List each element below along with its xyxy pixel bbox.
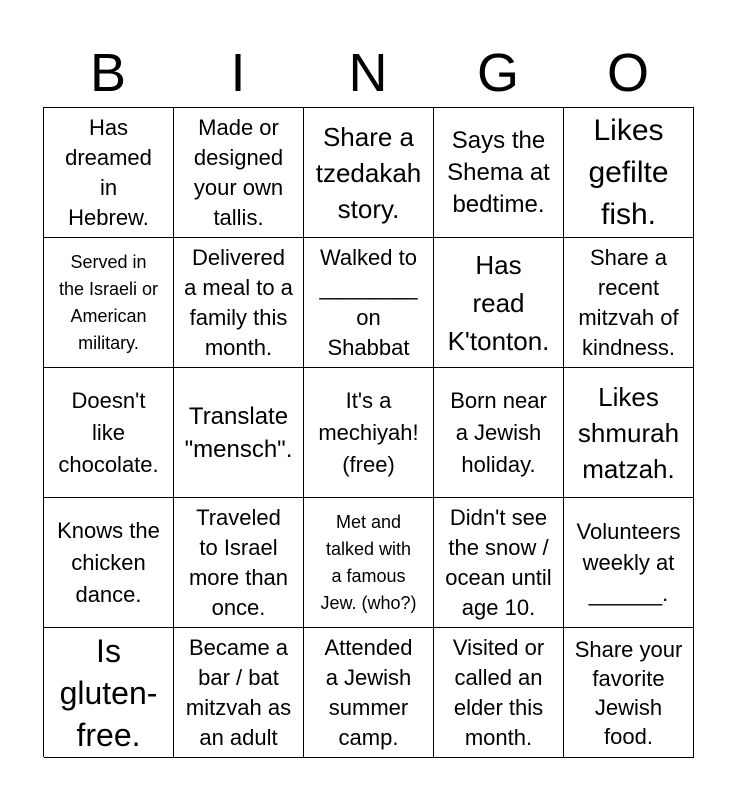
bingo-header xyxy=(43,40,693,106)
bingo-cell-r2c3[interactable] xyxy=(304,238,434,368)
bingo-cell-r5c5[interactable] xyxy=(564,628,694,758)
header-letter-i: I xyxy=(230,43,246,103)
bingo-grid xyxy=(43,107,694,757)
bingo-cell-r3c3[interactable] xyxy=(304,368,434,498)
header-letter-b: B xyxy=(89,43,127,103)
bingo-cell-text: Share a tzedakah story. xyxy=(315,121,422,224)
bingo-cell-text: Likes shmurah matzah. xyxy=(577,381,680,484)
bingo-cell-text: Attended a Jewish summer camp. xyxy=(324,634,413,750)
bingo-cell-text: Made or designed your own tallis. xyxy=(193,114,284,230)
bingo-cell-text: Met and talked with a famous Jew. (who?) xyxy=(320,511,417,613)
bingo-cell-text: Born near a Jewish holiday. xyxy=(450,387,547,477)
bingo-cell-r3c1[interactable] xyxy=(44,368,174,498)
header-letter-o: O xyxy=(606,43,649,103)
bingo-cell-r4c3[interactable] xyxy=(304,498,434,628)
bingo-cell-r4c2[interactable] xyxy=(174,498,304,628)
bingo-cell-text: Knows the chicken dance. xyxy=(57,517,160,607)
bingo-cell-text: Is gluten- free. xyxy=(59,632,158,753)
bingo-cell-r5c2[interactable] xyxy=(174,628,304,758)
bingo-cell-r2c2[interactable] xyxy=(174,238,304,368)
bingo-cell-text: Walked to ________ on Shabbat xyxy=(319,244,418,360)
bingo-cell-r5c1[interactable] xyxy=(44,628,174,758)
bingo-cell-text: Translate "mensch". xyxy=(184,402,293,463)
bingo-cell-text: Share a recent mitzvah of kindness. xyxy=(578,244,679,360)
bingo-cell-r3c5[interactable] xyxy=(564,368,694,498)
bingo-cell-text: Visited or called an elder this month. xyxy=(452,634,545,750)
bingo-cell-text: Served in the Israeli or American military. xyxy=(58,251,159,353)
header-letter-n: N xyxy=(348,43,388,103)
bingo-cell-text: Says the Shema at bedtime. xyxy=(447,126,550,218)
bingo-cell-r5c4[interactable] xyxy=(434,628,564,758)
bingo-cell-r1c4[interactable] xyxy=(434,108,564,238)
bingo-cell-text: Traveled to Israel more than once. xyxy=(188,504,289,620)
bingo-cell-r3c2[interactable] xyxy=(174,368,304,498)
bingo-cell-r5c3[interactable] xyxy=(304,628,434,758)
header-letter-g: G xyxy=(476,43,519,103)
bingo-cell-text: Became a bar / bat mitzvah as an adult xyxy=(185,634,292,750)
bingo-cell-r3c4[interactable] xyxy=(434,368,564,498)
bingo-cell-r1c5[interactable] xyxy=(564,108,694,238)
bingo-cell-text: Share your favorite Jewish food. xyxy=(574,636,683,749)
bingo-cell-r4c4[interactable] xyxy=(434,498,564,628)
bingo-cell-r2c4[interactable] xyxy=(434,238,564,368)
bingo-cell-r1c3[interactable] xyxy=(304,108,434,238)
bingo-cell-text: Didn't see the snow / ocean until age 10. xyxy=(445,504,552,620)
bingo-cell-text: Volunteers weekly at ______. xyxy=(576,519,681,606)
bingo-cell-text: Has dreamed in Hebrew. xyxy=(65,114,152,230)
bingo-cell-r1c2[interactable] xyxy=(174,108,304,238)
bingo-cell-r4c1[interactable] xyxy=(44,498,174,628)
bingo-cell-r4c5[interactable] xyxy=(564,498,694,628)
bingo-cell-r1c1[interactable] xyxy=(44,108,174,238)
bingo-cell-text: Doesn't like chocolate. xyxy=(58,387,159,477)
bingo-cell-text: Delivered a meal to a family this month. xyxy=(184,244,293,360)
bingo-cell-r2c1[interactable] xyxy=(44,238,174,368)
bingo-cell-text: It's a mechiyah! (free) xyxy=(318,387,419,477)
bingo-cell-text: Likes gefilte fish. xyxy=(588,113,669,231)
bingo-cell-text: Has read K'tonton. xyxy=(447,249,550,356)
bingo-cell-r2c5[interactable] xyxy=(564,238,694,368)
